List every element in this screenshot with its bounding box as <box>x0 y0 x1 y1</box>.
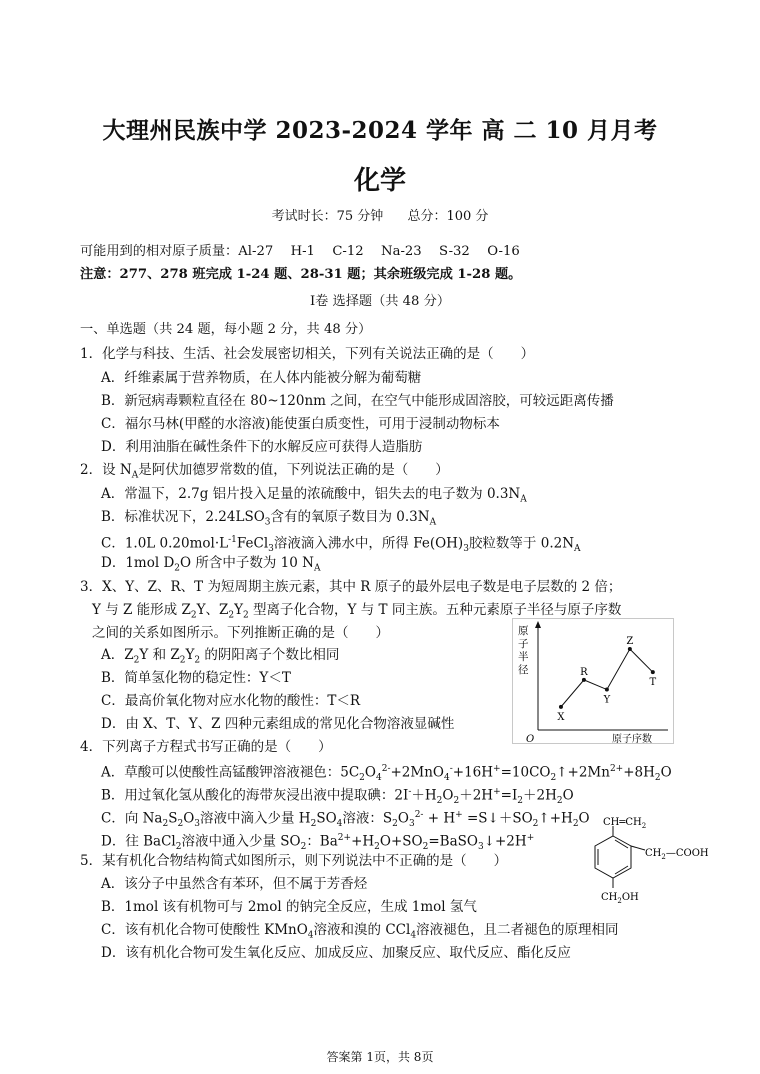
atomic-radius-chart <box>512 618 674 744</box>
point-Y <box>605 688 609 692</box>
q3-stem-line3: 之间的关系如图所示。下列推断正确的是（ ） <box>92 625 389 641</box>
label-Z: Z <box>626 636 634 648</box>
organic-structure-formula <box>565 812 725 910</box>
exam-meta <box>0 205 760 224</box>
atomic-masses: 可能用到的相对原子质量：Al-27 H-1 C-12 Na-23 S-32 O-16 <box>80 244 520 259</box>
q3-option-d: D．由 X、T、Y、Z 四种元素组成的常见化合物溶液显碱性 <box>101 716 455 732</box>
exam-score: 总分：100 分 <box>407 209 489 224</box>
q1-option-a: A．纤维素属于营养物质，在人体内能被分解为葡萄糖 <box>101 370 422 386</box>
y-axis-label: 原子半径 <box>518 625 529 676</box>
point-T <box>651 670 655 674</box>
exam-title: 大理州民族中学 2023-2024 学年 高 二 10 月月考 <box>102 117 658 144</box>
point-Z <box>628 647 632 651</box>
label-T: T <box>649 677 657 689</box>
q3-option-b: B．简单氢化物的稳定性：Y＜T <box>101 670 291 686</box>
origin-label: O <box>526 734 535 744</box>
subject-title: 化学 <box>353 166 406 196</box>
q4-option-a: A．草酸可以使酸性高锰酸钾溶液褪色：$5C_2O_4^{2-}+2MnO_4^-+16H^+=10CO_2↑+2Mn^{2+}+8H_2O$ <box>101 764 672 784</box>
q5-stem: 5．某有机化合物结构简式如图所示，则下列说法中不正确的是（ ） <box>80 853 508 869</box>
q4-option-d: D．往 BaCl$_2$溶液中通入少量 $SO_2$：$Ba^{2+}+H_2O+SO_2=BaSO_3↓+2H^+$ <box>101 833 535 853</box>
q1-option-d: D．利用油脂在碱性条件下的水解反应可获得人造脂肪 <box>101 439 423 455</box>
q3-option-a: A．$Z_2Y$ 和 $Z_2Y_2$ 的阴阳离子个数比相同 <box>101 647 340 666</box>
benzene-ring <box>595 836 631 878</box>
q2-option-b: B．标准状况下，$2.24LSO_3$含有的氧原子数目为 $0.3N_A$ <box>101 509 437 528</box>
label-R: R <box>580 666 588 678</box>
q3-stem-line2: Y 与 Z 能形成 $Z_2Y$、$Z_2Y_2$ 型离子化合物，Y 与 T 同主族。五种元素原子半径与原子序数 <box>92 602 622 621</box>
label-X: X <box>557 711 565 723</box>
q4-option-c: C．向 $Na_2S_2O_3$溶液中滴入少量 $H_2SO_4$溶液：$S_2O_3^{2-} + H^+$ $=S↓+SO_2↑+H_2O$ <box>101 810 590 830</box>
point-R <box>582 678 586 682</box>
q5-option-c: C．该有机化合物可使酸性 KMnO$_4$溶液和溴的 CCl$_4$溶液褪色，且二者褪色的原理相同 <box>101 922 619 941</box>
exam-time: 考试时长：75 分钟 <box>271 209 384 224</box>
q1-option-c: C．福尔马林(甲醛的水溶液)能使蛋白质变性，可用于浸制动物标本 <box>101 416 500 432</box>
q4-option-b: B．用过氧化氢从酸化的海带灰浸出液中提取碘：$2I^-+H_2O_2+2H^+=I_2+2H_2O$ <box>101 787 574 807</box>
q1-stem: 1．化学与科技、生活、社会发展密切相关，下列有关说法正确的是（ ） <box>80 346 535 362</box>
q1-option-b: B．新冠病毒颗粒直径在 80~120nm 之间，在空气中能形成固溶胶，可较远距离传播 <box>101 393 614 409</box>
q5-option-b: B．1mol 该有机物可与 2mol 的钠完全反应，生成 1mol 氢气 <box>101 899 477 915</box>
q5-option-d: D．该有机化合物可发生氧化反应、加成反应、加聚反应、取代反应、酯化反应 <box>101 945 571 961</box>
notice: 注意：277、278 班完成 1-24 题、28-31 题；其余班级完成 1-28 题。 <box>80 267 522 282</box>
carboxymethyl-group: $CH_2—COOH$ <box>645 848 709 861</box>
part-title: 一、单选题（共 24 题，每小题 2 分，共 48 分） <box>80 322 372 337</box>
vinyl-group: $CH═CH_2$ <box>603 817 647 830</box>
page-footer: 答案第 1页，共 8页 <box>326 1050 434 1064</box>
q3-stem-line1: 3．X、Y、Z、R、T 为短周期主族元素，其中 R 原子的最外层电子数是电子层数的 2 倍； <box>80 579 622 595</box>
q2-option-d: D．1mol $D_2O$ 所含中子数为 10 $N_A$ <box>101 555 321 574</box>
label-Y: Y <box>603 694 611 706</box>
section-title: Ⅰ卷 选择题（共 48 分） <box>309 294 451 309</box>
q2-option-a: A．常温下，2.7g 铝片投入足量的浓硫酸中，铝失去的电子数为 $0.3N_A$ <box>101 486 527 505</box>
q2-stem: 2．设 $N_A$是阿伏加德罗常数的值，下列说法正确的是（ ） <box>80 462 449 481</box>
q2-option-c: C．1.0L $0.20mol\cdot L^{-1}FeCl_3$溶液滴入沸水中，所得 $Fe(OH)_3$胶粒数等于 $0.2N_A$ <box>101 535 581 555</box>
point-X <box>559 705 563 709</box>
q3-option-c: C．最高价氧化物对应水化物的酸性：T＜R <box>101 693 360 709</box>
hydroxymethyl-group: $CH_2OH$ <box>601 892 639 905</box>
q4-stem: 4．下列离子方程式书写正确的是（ ） <box>80 739 332 755</box>
q5-option-a: A．该分子中虽然含有苯环，但不属于芳香烃 <box>101 876 368 892</box>
bond-right <box>631 846 645 850</box>
x-axis-label: 原子序数 <box>612 734 652 744</box>
